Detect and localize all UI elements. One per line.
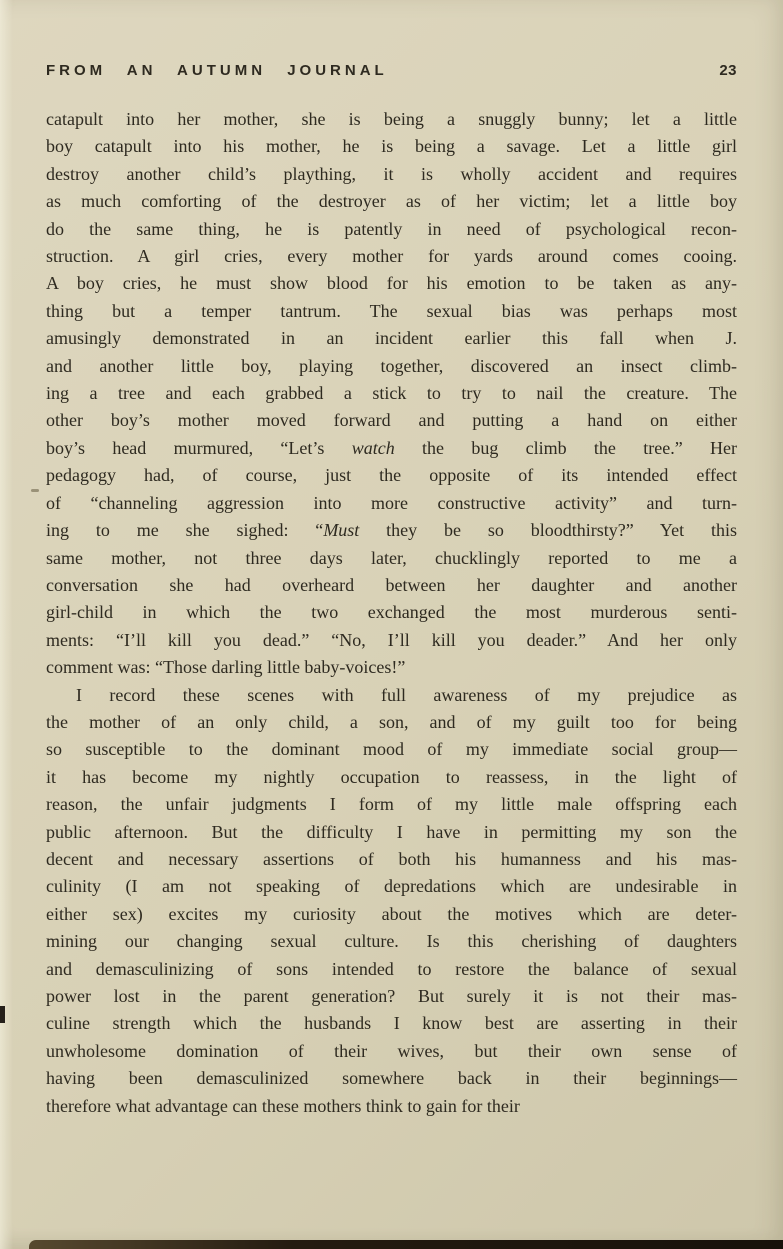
page-number: 23: [719, 62, 737, 79]
paragraph: [46, 682, 737, 1121]
text-line: reason, the unfair judgments I form of my little male offspring each: [46, 794, 737, 815]
text-line: other boy’s mother moved forward and putting a hand on either: [46, 410, 737, 431]
text-line: I record these scenes with full awareness of my prejudice as: [76, 684, 737, 705]
margin-mark: [31, 489, 39, 492]
paragraph: [46, 106, 737, 682]
page-body: [46, 106, 737, 1120]
scan-bottom-edge: [29, 1240, 783, 1249]
text-line: power lost in the parent generation? But surely it is not their mas-: [46, 986, 737, 1006]
text-line: boy’s head murmured, “Let’s watch the bug climb the tree.” Her: [46, 437, 737, 458]
text-line: A boy cries, he must show blood for his emotion to be taken as any-: [46, 273, 737, 294]
text-line: ing a tree and each grabbed a stick to try to nail the creature. The: [46, 383, 737, 404]
text-line: conversation she had overheard between her daughter and another: [46, 574, 737, 595]
text-line: as much comforting of the destroyer as of her victim; let a little boy: [46, 191, 737, 212]
text-line: decent and necessary assertions of both his humanness and his mas-: [46, 848, 737, 869]
running-header-title: FROM AN AUTUMN JOURNAL: [46, 62, 388, 79]
text-line: pedagogy had, of course, just the opposite of its intended effect: [46, 465, 737, 486]
text-line: destroy another child’s plaything, it is wholly accident and requires: [46, 163, 737, 184]
text-line: ments: “I’ll kill you dead.” “No, I’ll kill you deader.” And her only: [46, 629, 737, 650]
text-line: public afternoon. But the difficulty I have in permitting my son the: [46, 821, 737, 842]
text-line: so susceptible to the dominant mood of my immediate social group—: [46, 739, 737, 760]
text-line: and another little boy, playing together, discovered an insect climb-: [46, 355, 737, 376]
text-line: and demasculinizing of sons intended to restore the balance of sexual: [46, 958, 737, 979]
text-line: struction. A girl cries, every mother for yards around comes cooing.: [46, 246, 737, 267]
running-header: [46, 62, 737, 79]
text-line: unwholesome domination of their wives, but their own sense of: [46, 1040, 737, 1061]
text-line: thing but a temper tantrum. The sexual bias was perhaps most: [46, 300, 737, 321]
text-line: catapult into her mother, she is being a snuggly bunny; let a little: [46, 109, 737, 129]
text-line: same mother, not three days later, chucklingly reported to me a: [46, 547, 737, 568]
text-line: culinity (I am not speaking of depredations which are undesirable in: [46, 876, 737, 897]
text-line: having been demasculinized somewhere back in their beginnings—: [46, 1068, 737, 1089]
edge-speck: [0, 1006, 5, 1023]
text-line: of “channeling aggression into more constructive activity” and turn-: [46, 492, 737, 513]
text-line: do the same thing, he is patently in need of psychological recon-: [46, 218, 737, 239]
text-line: ing to me she sighed: “Must they be so bloodthirsty?” Yet this: [46, 520, 737, 541]
text-line: culine strength which the husbands I know best are asserting in their: [46, 1013, 737, 1034]
page-left-edge: [0, 0, 13, 1249]
text-line: the mother of an only child, a son, and of my guilt too for being: [46, 711, 737, 732]
text-line: amusingly demonstrated in an incident earlier this fall when J.: [46, 328, 737, 349]
text-line: boy catapult into his mother, he is being a savage. Let a little girl: [46, 136, 737, 157]
text-line: girl-child in which the two exchanged the most murderous senti-: [46, 602, 737, 623]
text-line: it has become my nightly occupation to reassess, in the light of: [46, 766, 737, 787]
text-line: mining our changing sexual culture. Is this cherishing of daughters: [46, 931, 737, 952]
text-line: either sex) excites my curiosity about the motives which are deter-: [46, 903, 737, 924]
text-line: comment was: “Those darling little baby-voices!”: [46, 657, 406, 678]
text-line: therefore what advantage can these mothers think to gain for their: [46, 1095, 520, 1116]
